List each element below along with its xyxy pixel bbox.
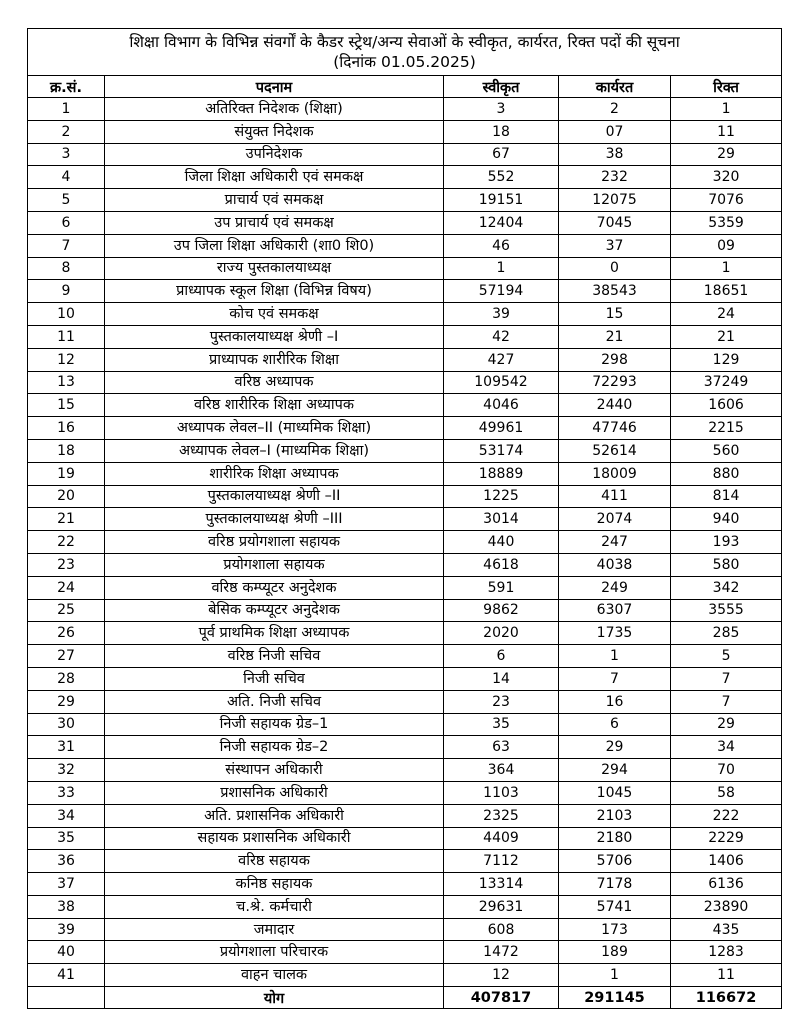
sanctioned-cell: 12	[444, 964, 559, 987]
sanctioned-cell: 109542	[444, 371, 559, 394]
table-row	[28, 166, 782, 189]
designation-cell: संस्थापन अधिकारी	[105, 759, 444, 782]
serial-cell: 26	[28, 622, 105, 645]
working-cell: 5741	[559, 895, 671, 918]
serial-cell: 32	[28, 759, 105, 782]
working-cell: 1735	[559, 622, 671, 645]
serial-cell: 36	[28, 850, 105, 873]
serial-cell: 18	[28, 439, 105, 462]
sanctioned-cell: 427	[444, 348, 559, 371]
serial-cell: 13	[28, 371, 105, 394]
table-row	[28, 713, 782, 736]
header-working: कार्यरत	[559, 76, 671, 98]
table-row	[28, 873, 782, 896]
working-cell: 173	[559, 918, 671, 941]
total-vacant: 116672	[671, 987, 782, 1009]
table-row	[28, 98, 782, 121]
table-row	[28, 850, 782, 873]
sanctioned-cell: 67	[444, 143, 559, 166]
sanctioned-cell: 4046	[444, 394, 559, 417]
serial-cell: 16	[28, 417, 105, 440]
vacant-cell: 222	[671, 804, 782, 827]
working-cell: 7178	[559, 873, 671, 896]
header-sanctioned: स्वीकृत	[444, 76, 559, 98]
designation-cell: जिला शिक्षा अधिकारी एवं समकक्ष	[105, 166, 444, 189]
designation-cell: उपनिदेशक	[105, 143, 444, 166]
sanctioned-cell: 12404	[444, 211, 559, 234]
table-row	[28, 827, 782, 850]
table-row	[28, 120, 782, 143]
designation-cell: निजी सहायक ग्रेड–2	[105, 736, 444, 759]
serial-cell: 4	[28, 166, 105, 189]
designation-cell: कनिष्ठ सहायक	[105, 873, 444, 896]
working-cell: 2103	[559, 804, 671, 827]
sanctioned-cell: 1	[444, 257, 559, 280]
serial-cell: 39	[28, 918, 105, 941]
table-row	[28, 462, 782, 485]
table-row	[28, 964, 782, 987]
vacant-cell: 880	[671, 462, 782, 485]
vacant-cell: 3555	[671, 599, 782, 622]
table-row	[28, 895, 782, 918]
vacant-cell: 5359	[671, 211, 782, 234]
table-title	[28, 29, 782, 76]
working-cell: 21	[559, 325, 671, 348]
working-cell: 0	[559, 257, 671, 280]
working-cell: 189	[559, 941, 671, 964]
working-cell: 2	[559, 98, 671, 121]
vacant-cell: 70	[671, 759, 782, 782]
working-cell: 6307	[559, 599, 671, 622]
working-cell: 247	[559, 531, 671, 554]
working-cell: 298	[559, 348, 671, 371]
serial-cell: 40	[28, 941, 105, 964]
vacant-cell: 37249	[671, 371, 782, 394]
designation-cell: वरिष्ठ कम्प्यूटर अनुदेशक	[105, 576, 444, 599]
table-row	[28, 781, 782, 804]
posts-table	[27, 28, 782, 1009]
designation-cell: वरिष्ठ निजी सचिव	[105, 645, 444, 668]
vacant-cell: 129	[671, 348, 782, 371]
designation-cell: जमादार	[105, 918, 444, 941]
table-row	[28, 439, 782, 462]
vacant-cell: 342	[671, 576, 782, 599]
table-row	[28, 257, 782, 280]
sanctioned-cell: 1472	[444, 941, 559, 964]
table-row	[28, 645, 782, 668]
sanctioned-cell: 9862	[444, 599, 559, 622]
vacant-cell: 285	[671, 622, 782, 645]
serial-cell: 2	[28, 120, 105, 143]
table-body	[28, 98, 782, 987]
designation-cell: बेसिक कम्प्यूटर अनुदेशक	[105, 599, 444, 622]
serial-cell: 9	[28, 280, 105, 303]
vacant-cell: 1406	[671, 850, 782, 873]
designation-cell: प्राध्यापक स्कूल शिक्षा (विभिन्न विषय)	[105, 280, 444, 303]
vacant-cell: 11	[671, 120, 782, 143]
sanctioned-cell: 2325	[444, 804, 559, 827]
sanctioned-cell: 19151	[444, 189, 559, 212]
designation-cell: अति. प्रशासनिक अधिकारी	[105, 804, 444, 827]
sanctioned-cell: 591	[444, 576, 559, 599]
table-row	[28, 941, 782, 964]
working-cell: 1045	[559, 781, 671, 804]
vacant-cell: 580	[671, 553, 782, 576]
sanctioned-cell: 552	[444, 166, 559, 189]
vacant-cell: 7	[671, 690, 782, 713]
vacant-cell: 09	[671, 234, 782, 257]
designation-cell: उप प्राचार्य एवं समकक्ष	[105, 211, 444, 234]
vacant-cell: 5	[671, 645, 782, 668]
sanctioned-cell: 3	[444, 98, 559, 121]
working-cell: 1	[559, 964, 671, 987]
vacant-cell: 2229	[671, 827, 782, 850]
serial-cell: 15	[28, 394, 105, 417]
vacant-cell: 814	[671, 485, 782, 508]
serial-cell: 37	[28, 873, 105, 896]
header-serial: क्र.सं.	[28, 76, 105, 98]
serial-cell: 33	[28, 781, 105, 804]
working-cell: 5706	[559, 850, 671, 873]
working-cell: 07	[559, 120, 671, 143]
cadre-strength-sheet	[27, 28, 781, 1009]
working-cell: 2074	[559, 508, 671, 531]
designation-cell: सहायक प्रशासनिक अधिकारी	[105, 827, 444, 850]
designation-cell: च.श्रे. कर्मचारी	[105, 895, 444, 918]
table-row	[28, 394, 782, 417]
sanctioned-cell: 53174	[444, 439, 559, 462]
vacant-cell: 29	[671, 713, 782, 736]
working-cell: 38	[559, 143, 671, 166]
vacant-cell: 6136	[671, 873, 782, 896]
designation-cell: संयुक्त निदेशक	[105, 120, 444, 143]
designation-cell: प्रशासनिक अधिकारी	[105, 781, 444, 804]
vacant-cell: 320	[671, 166, 782, 189]
working-cell: 29	[559, 736, 671, 759]
sanctioned-cell: 63	[444, 736, 559, 759]
serial-cell: 29	[28, 690, 105, 713]
designation-cell: वरिष्ठ प्रयोगशाला सहायक	[105, 531, 444, 554]
working-cell: 411	[559, 485, 671, 508]
serial-cell: 21	[28, 508, 105, 531]
table-row	[28, 508, 782, 531]
sanctioned-cell: 440	[444, 531, 559, 554]
serial-cell: 6	[28, 211, 105, 234]
serial-cell: 1	[28, 98, 105, 121]
working-cell: 7045	[559, 211, 671, 234]
sanctioned-cell: 42	[444, 325, 559, 348]
table-row	[28, 325, 782, 348]
serial-cell: 34	[28, 804, 105, 827]
designation-cell: वाहन चालक	[105, 964, 444, 987]
table-row	[28, 599, 782, 622]
serial-cell: 25	[28, 599, 105, 622]
sanctioned-cell: 1225	[444, 485, 559, 508]
table-row	[28, 485, 782, 508]
table-row	[28, 690, 782, 713]
serial-cell: 41	[28, 964, 105, 987]
designation-cell: पुस्तकालयाध्यक्ष श्रेणी –III	[105, 508, 444, 531]
sanctioned-cell: 3014	[444, 508, 559, 531]
title-line-2: (दिनांक 01.05.2025)	[333, 53, 476, 71]
vacant-cell: 1	[671, 98, 782, 121]
designation-cell: प्रयोगशाला परिचारक	[105, 941, 444, 964]
vacant-cell: 560	[671, 439, 782, 462]
sanctioned-cell: 4409	[444, 827, 559, 850]
sanctioned-cell: 608	[444, 918, 559, 941]
working-cell: 2180	[559, 827, 671, 850]
designation-cell: अति. निजी सचिव	[105, 690, 444, 713]
working-cell: 7	[559, 667, 671, 690]
working-cell: 2440	[559, 394, 671, 417]
designation-cell: प्राध्यापक शारीरिक शिक्षा	[105, 348, 444, 371]
working-cell: 16	[559, 690, 671, 713]
serial-cell: 20	[28, 485, 105, 508]
sanctioned-cell: 29631	[444, 895, 559, 918]
working-cell: 12075	[559, 189, 671, 212]
table-row	[28, 371, 782, 394]
table-row	[28, 918, 782, 941]
table-row	[28, 576, 782, 599]
serial-cell: 23	[28, 553, 105, 576]
working-cell: 232	[559, 166, 671, 189]
sanctioned-cell: 49961	[444, 417, 559, 440]
table-row	[28, 348, 782, 371]
sanctioned-cell: 23	[444, 690, 559, 713]
sanctioned-cell: 39	[444, 303, 559, 326]
table-row	[28, 531, 782, 554]
sanctioned-cell: 6	[444, 645, 559, 668]
serial-cell: 27	[28, 645, 105, 668]
working-cell: 294	[559, 759, 671, 782]
designation-cell: प्राचार्य एवं समकक्ष	[105, 189, 444, 212]
sanctioned-cell: 46	[444, 234, 559, 257]
vacant-cell: 7076	[671, 189, 782, 212]
vacant-cell: 7	[671, 667, 782, 690]
header-row	[28, 76, 782, 98]
vacant-cell: 193	[671, 531, 782, 554]
working-cell: 6	[559, 713, 671, 736]
serial-cell: 11	[28, 325, 105, 348]
title-line-1: शिक्षा विभाग के विभिन्न संवर्गों के कैडर स्ट्रेथ/अन्य सेवाओं के स्वीकृत, कार्यरत, रिक्त पदों की सूचना	[129, 33, 680, 51]
table-row	[28, 234, 782, 257]
vacant-cell: 21	[671, 325, 782, 348]
designation-cell: वरिष्ठ शारीरिक शिक्षा अध्यापक	[105, 394, 444, 417]
total-sanctioned: 407817	[444, 987, 559, 1009]
table-row	[28, 804, 782, 827]
serial-cell: 12	[28, 348, 105, 371]
working-cell: 4038	[559, 553, 671, 576]
sanctioned-cell: 4618	[444, 553, 559, 576]
table-row	[28, 189, 782, 212]
serial-cell: 24	[28, 576, 105, 599]
serial-cell: 7	[28, 234, 105, 257]
total-working: 291145	[559, 987, 671, 1009]
total-label: योग	[105, 987, 444, 1009]
sanctioned-cell: 14	[444, 667, 559, 690]
vacant-cell: 29	[671, 143, 782, 166]
working-cell: 72293	[559, 371, 671, 394]
designation-cell: उप जिला शिक्षा अधिकारी (शा0 शि0)	[105, 234, 444, 257]
serial-cell: 8	[28, 257, 105, 280]
serial-cell: 3	[28, 143, 105, 166]
designation-cell: वरिष्ठ सहायक	[105, 850, 444, 873]
vacant-cell: 2215	[671, 417, 782, 440]
working-cell: 15	[559, 303, 671, 326]
vacant-cell: 11	[671, 964, 782, 987]
serial-cell: 5	[28, 189, 105, 212]
designation-cell: कोच एवं समकक्ष	[105, 303, 444, 326]
header-designation: पदनाम	[105, 76, 444, 98]
vacant-cell: 435	[671, 918, 782, 941]
designation-cell: निजी सचिव	[105, 667, 444, 690]
table-row	[28, 622, 782, 645]
sanctioned-cell: 13314	[444, 873, 559, 896]
vacant-cell: 34	[671, 736, 782, 759]
sanctioned-cell: 2020	[444, 622, 559, 645]
serial-cell: 10	[28, 303, 105, 326]
working-cell: 37	[559, 234, 671, 257]
header-vacant: रिक्त	[671, 76, 782, 98]
working-cell: 249	[559, 576, 671, 599]
vacant-cell: 58	[671, 781, 782, 804]
designation-cell: राज्य पुस्तकालयाध्यक्ष	[105, 257, 444, 280]
sanctioned-cell: 364	[444, 759, 559, 782]
designation-cell: अध्यापक लेवल–I (माध्यमिक शिक्षा)	[105, 439, 444, 462]
serial-cell: 38	[28, 895, 105, 918]
designation-cell: पुस्तकालयाध्यक्ष श्रेणी –II	[105, 485, 444, 508]
table-row	[28, 211, 782, 234]
designation-cell: अध्यापक लेवल–II (माध्यमिक शिक्षा)	[105, 417, 444, 440]
designation-cell: निजी सहायक ग्रेड–1	[105, 713, 444, 736]
table-row	[28, 143, 782, 166]
sanctioned-cell: 18	[444, 120, 559, 143]
sanctioned-cell: 57194	[444, 280, 559, 303]
serial-cell: 30	[28, 713, 105, 736]
table-row	[28, 417, 782, 440]
vacant-cell: 1283	[671, 941, 782, 964]
sanctioned-cell: 7112	[444, 850, 559, 873]
vacant-cell: 1606	[671, 394, 782, 417]
table-row	[28, 759, 782, 782]
serial-cell: 31	[28, 736, 105, 759]
sanctioned-cell: 35	[444, 713, 559, 736]
working-cell: 47746	[559, 417, 671, 440]
table-row	[28, 553, 782, 576]
serial-cell: 35	[28, 827, 105, 850]
vacant-cell: 18651	[671, 280, 782, 303]
serial-cell: 28	[28, 667, 105, 690]
vacant-cell: 940	[671, 508, 782, 531]
sanctioned-cell: 1103	[444, 781, 559, 804]
working-cell: 18009	[559, 462, 671, 485]
working-cell: 1	[559, 645, 671, 668]
table-row	[28, 303, 782, 326]
serial-cell: 22	[28, 531, 105, 554]
working-cell: 38543	[559, 280, 671, 303]
table-row	[28, 280, 782, 303]
vacant-cell: 1	[671, 257, 782, 280]
vacant-cell: 24	[671, 303, 782, 326]
designation-cell: शारीरिक शिक्षा अध्यापक	[105, 462, 444, 485]
serial-cell: 19	[28, 462, 105, 485]
vacant-cell: 23890	[671, 895, 782, 918]
designation-cell: अतिरिक्त निदेशक (शिक्षा)	[105, 98, 444, 121]
table-row	[28, 667, 782, 690]
total-row	[28, 987, 782, 1009]
working-cell: 52614	[559, 439, 671, 462]
designation-cell: पूर्व प्राथमिक शिक्षा अध्यापक	[105, 622, 444, 645]
designation-cell: वरिष्ठ अध्यापक	[105, 371, 444, 394]
total-serial-cell	[28, 987, 105, 1009]
sanctioned-cell: 18889	[444, 462, 559, 485]
table-row	[28, 736, 782, 759]
designation-cell: प्रयोगशाला सहायक	[105, 553, 444, 576]
designation-cell: पुस्तकालयाध्यक्ष श्रेणी –I	[105, 325, 444, 348]
